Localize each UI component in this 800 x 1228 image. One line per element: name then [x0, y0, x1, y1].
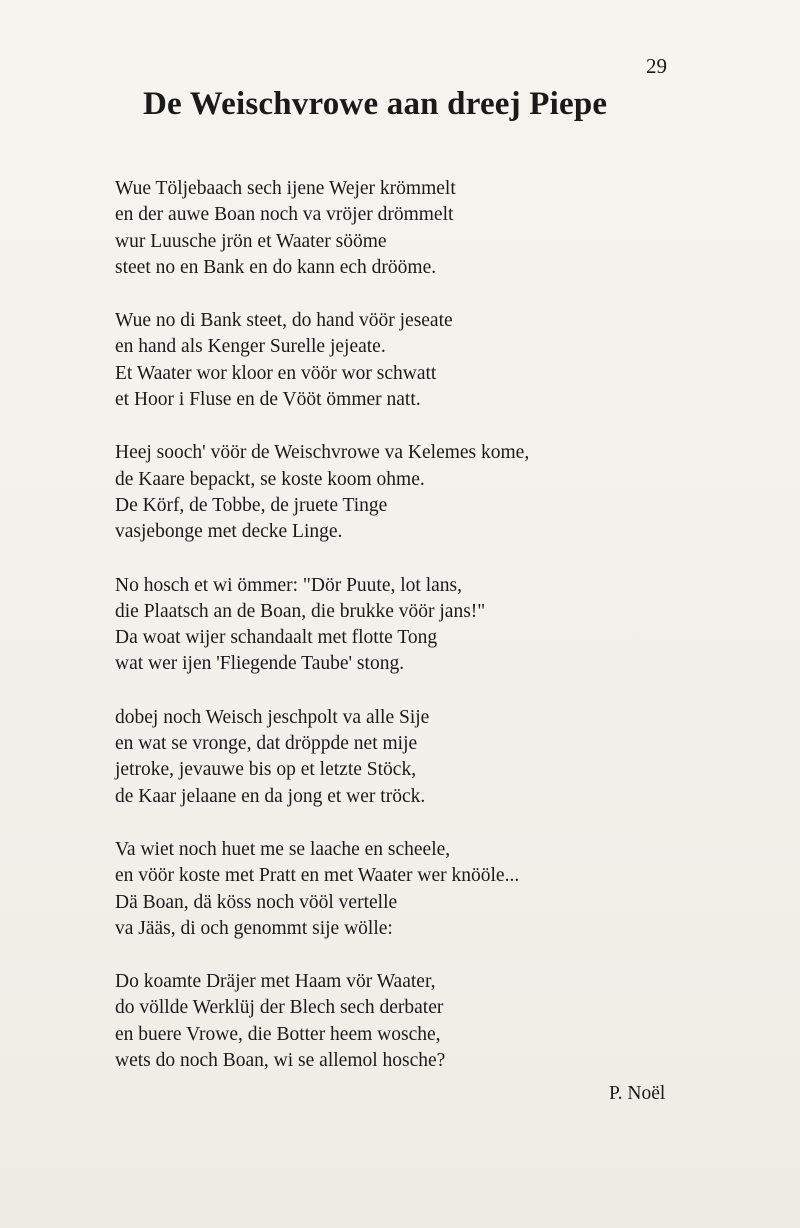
poem-line: et Hoor i Fluse en de Vööt ömmer natt. — [115, 389, 421, 411]
poem-line: Dä Boan, dä köss noch vööl vertelle — [115, 891, 398, 913]
poem-line: de Kaare bepackt, se koste koom ohme. — [115, 468, 425, 490]
poem-line: Heej sooch' vöör de Weischvrowe va Kelemes kome, — [115, 442, 530, 464]
poem-line: en der auwe Boan noch va vröjer drömmelt — [115, 204, 454, 226]
poem-line: wat wer ijen 'Fliegende Taube' stong. — [115, 653, 405, 675]
stanza — [115, 308, 715, 413]
poem-line: No hosch et wi ömmer: "Dör Puute, lot lans, — [115, 574, 463, 596]
poem-line: en wat se vronge, dat dröppde net mije — [115, 733, 418, 755]
stanza — [115, 176, 715, 281]
stanza — [115, 837, 715, 942]
poem-line: vasjebonge met decke Linge. — [115, 521, 343, 543]
poem-line: dobej noch Weisch jeschpolt va alle Sije — [115, 706, 430, 728]
page-number: 29 — [646, 54, 667, 78]
stanza — [115, 705, 715, 810]
poem-line: Et Waater wor kloor en vöör wor schwatt — [115, 362, 437, 384]
poem-line: wur Luusche jrön et Waater sööme — [115, 230, 387, 252]
poem-body — [115, 176, 715, 1101]
poem-line: en vöör koste met Pratt en met Waater wer knööle... — [115, 865, 520, 887]
stanza — [115, 573, 715, 678]
author-signature: P. Noël — [609, 1083, 666, 1104]
poem-line: do völlde Werklüj der Blech sech derbater — [115, 997, 444, 1019]
poem-line: Wue no di Bank steet, do hand vöör jeseate — [115, 310, 453, 332]
poem-line: Do koamte Dräjer met Haam vör Waater, — [115, 971, 436, 993]
poem-line: Da woat wijer schandaalt met flotte Tong — [115, 627, 438, 649]
poem-line: De Körf, de Tobbe, de jruete Tinge — [115, 494, 388, 516]
poem-line: va Jääs, di och genommt sije wölle: — [115, 917, 393, 939]
poem-title: De Weischvrowe aan dreej Piepe — [143, 86, 608, 122]
poem-line: wets do noch Boan, wi se allemol hosche? — [115, 1050, 446, 1072]
poem-line: die Plaatsch an de Boan, die brukke vöör jans!" — [115, 600, 486, 622]
poem-line: Wue Töljebaach sech ijene Wejer krömmelt — [115, 178, 456, 199]
stanza — [115, 969, 715, 1074]
stanza — [115, 440, 715, 545]
poem-line: steet no en Bank en do kann ech drööme. — [115, 256, 437, 278]
poem-line: en hand als Kenger Surelle jejeate. — [115, 336, 386, 358]
poem-line: de Kaar jelaane en da jong et wer tröck. — [115, 785, 426, 807]
poem-line: en buere Vrowe, die Botter heem wosche, — [115, 1023, 441, 1045]
poem-line: jetroke, jevauwe bis op et letzte Stöck, — [115, 759, 417, 781]
poem-line: Va wiet noch huet me se laache en scheele, — [115, 838, 451, 860]
